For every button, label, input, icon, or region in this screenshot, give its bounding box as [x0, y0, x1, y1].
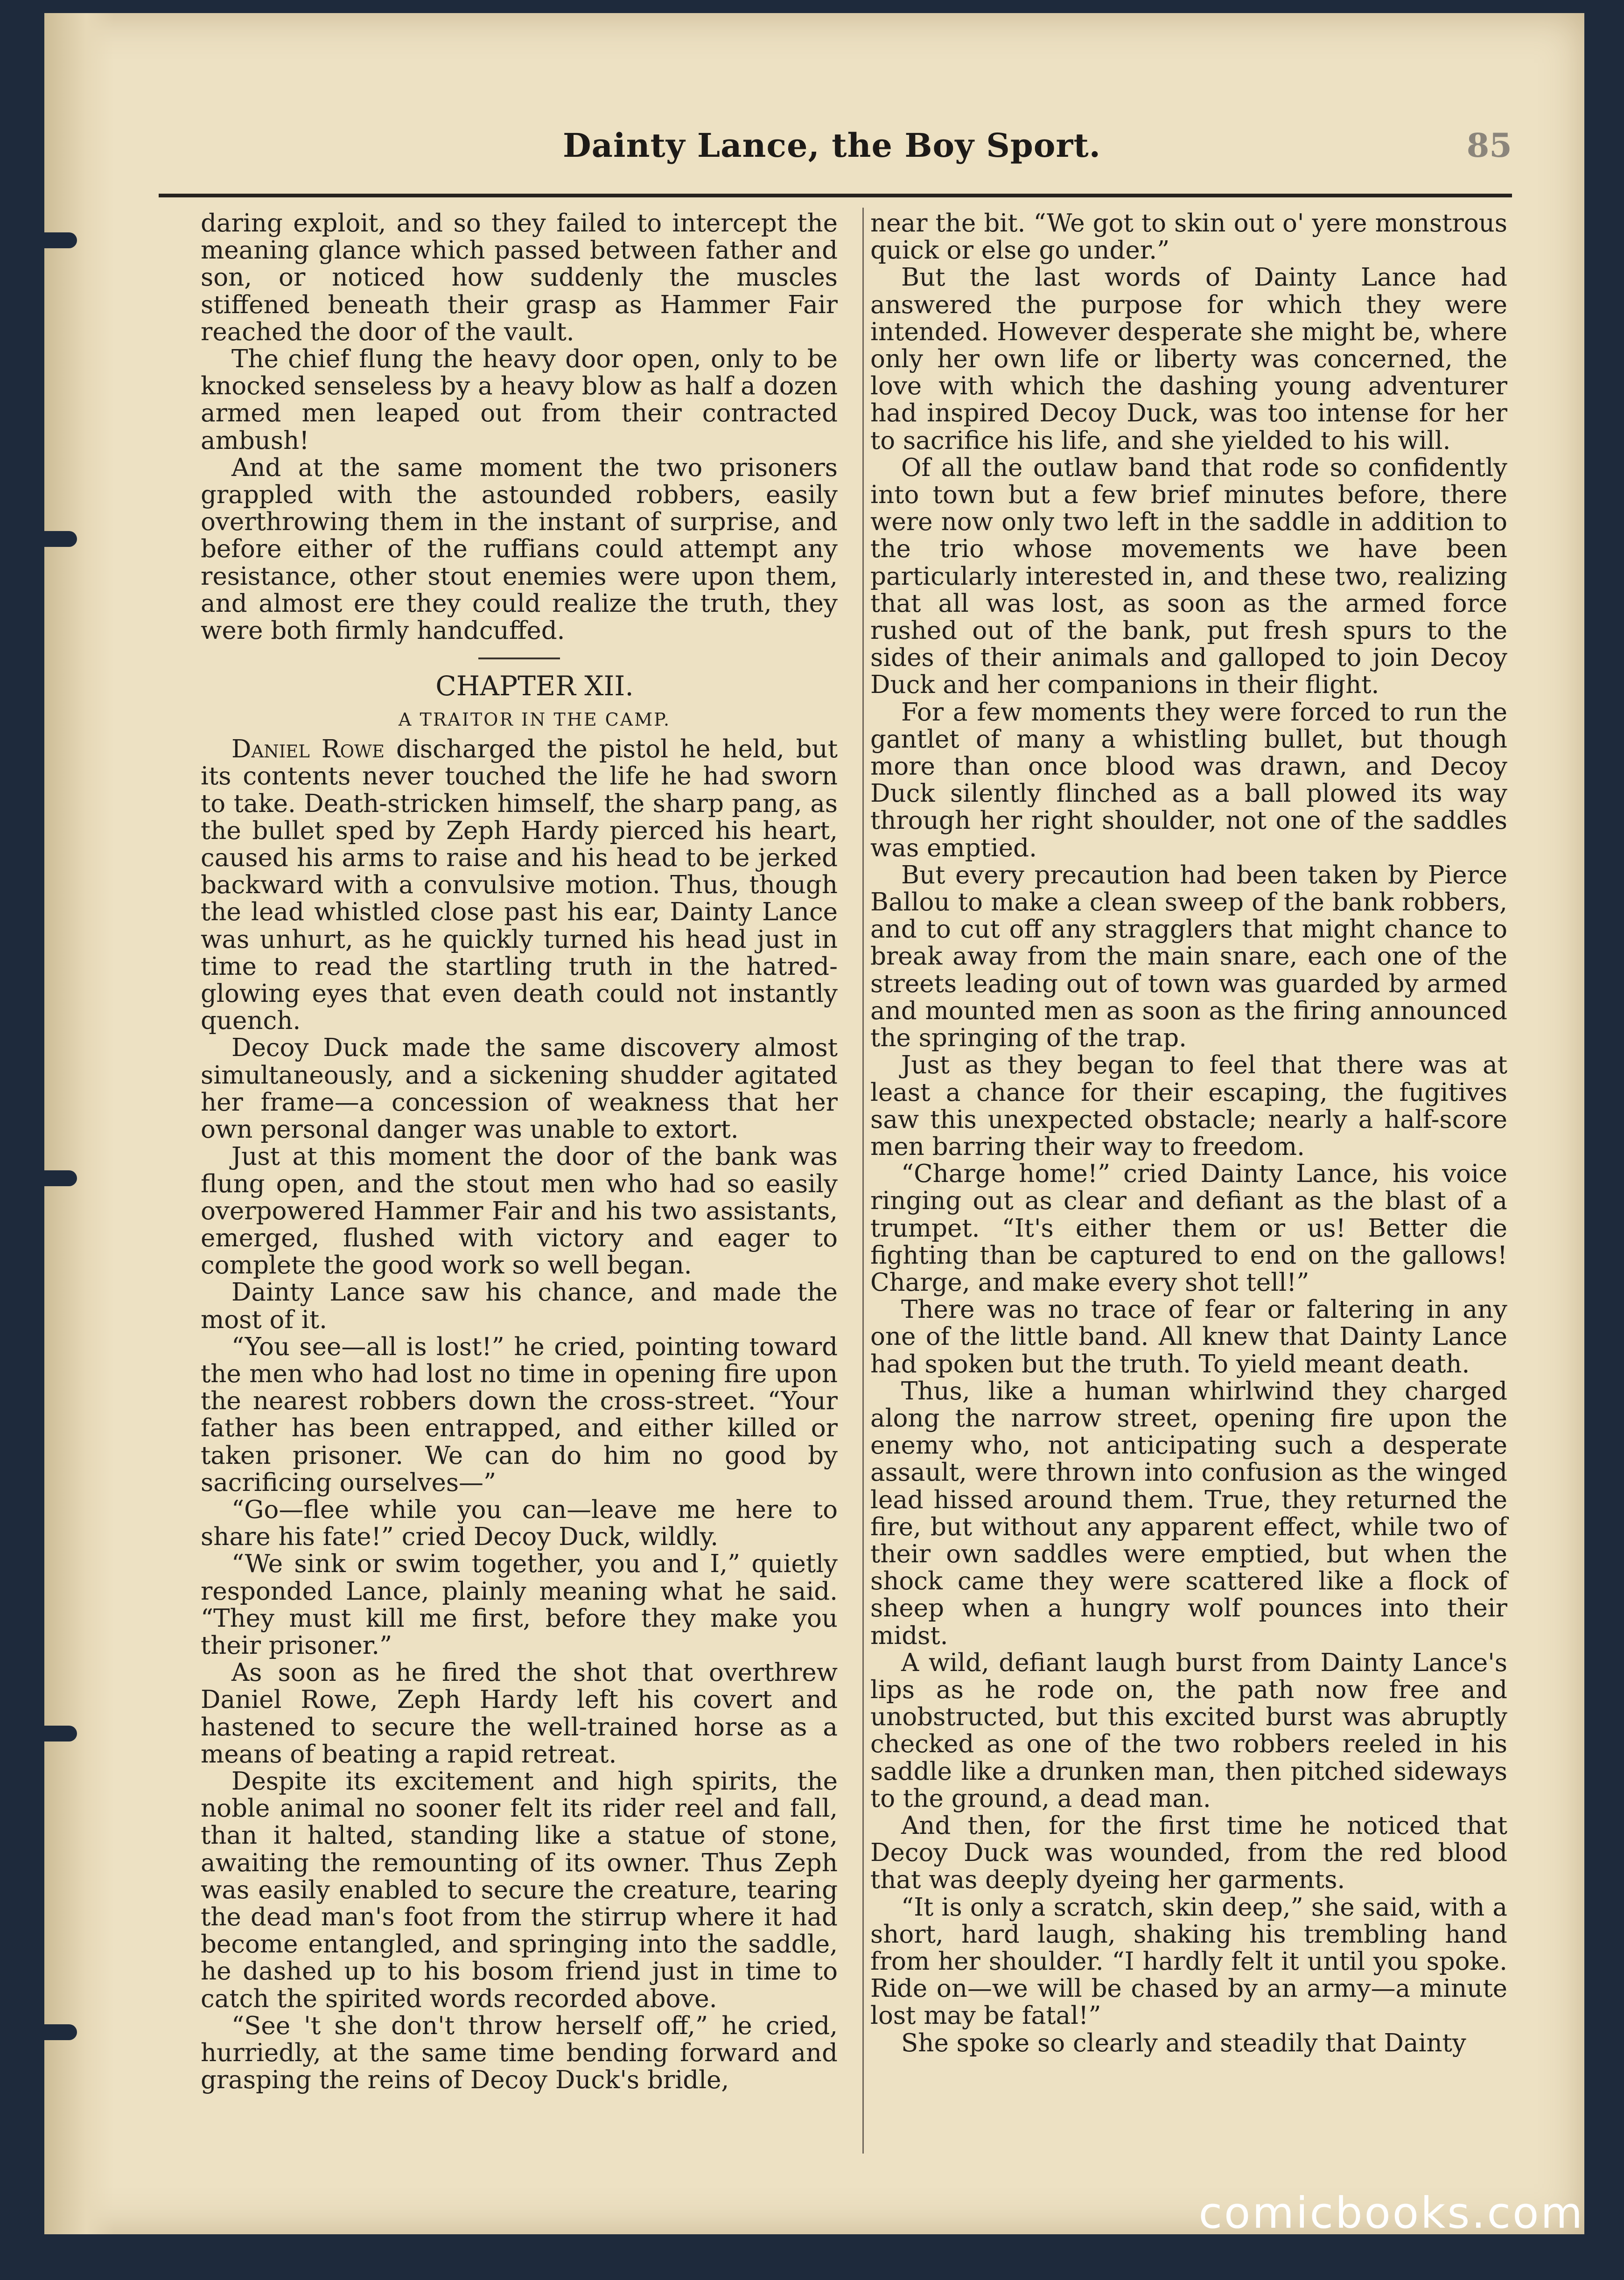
binding-stitch	[44, 2024, 77, 2040]
binding-fold	[44, 13, 114, 2234]
paragraph: But the last words of Dainty Lance had answered the purpose for which they were intended. However desperate she might be, where only her own life or liberty was concerned, the love with which the dashing young adventurer had inspired Decoy Duck, was too intense for her to sacrifice his life, and she yielded to his will.	[870, 263, 1507, 455]
paragraph: The chief flung the heavy door open, only to be knocked senseless by a heavy blow as half a dozen armed men leaped out from their contracted ambush!	[201, 345, 838, 455]
paragraph: For a few moments they were forced to run the gantlet of many a whistling bullet, but though more than once blood was drawn, and Decoy Duck silently flinched as a ball plowed its way through her right shoulder, not one of the saddles was emptied.	[870, 698, 1507, 862]
page-header	[152, 126, 1512, 182]
paragraph: Just as they began to feel that there was at least a chance for their escaping, the fugitives saw this unexpected obstacle; nearly a half-score men barring their way to freedom.	[870, 1051, 1507, 1161]
paragraph: near the bit. “We got to skin out o' yere monstrous quick or else go under.”	[870, 209, 1507, 265]
paragraph: Thus, like a human whirlwind they charged along the narrow street, opening fire upon the enemy who, not anticipating such a desperate assault, were thrown into confusion as the winged lead hissed around them. True, they returned the fire, but without any apparent effect, while two of their own saddles were emptied, but when the shock came they were scattered like a flock of sheep when a hungry wolf pounces into their midst.	[870, 1377, 1507, 1650]
chapter-title: CHAPTER XII.	[435, 670, 634, 702]
paragraph-lead: Daniel Rowe	[231, 735, 385, 764]
paragraph: Decoy Duck made the same discovery almost simultaneously, and a sickening shudder agitated her frame—a concession of weakness that her own personal danger was unable to extort.	[201, 1034, 838, 1144]
binding-stitch	[44, 232, 77, 248]
page-number: 85	[1466, 126, 1512, 165]
paragraph: A wild, defiant laugh burst from Dainty Lance's lips as he rode on, the path now free and unobstructed, but this excited burst was abruptly checked as one of the two robbers reeled in his saddle like a drunken man, then pitched sideways to the ground, a dead man.	[870, 1648, 1507, 1813]
paragraph: There was no trace of fear or faltering in any one of the little band. All knew that Dainty Lance had spoken but the truth. To yield meant death.	[870, 1295, 1507, 1378]
paragraph: Of all the outlaw band that rode so confidently into town but a few brief minutes before, there were now only two left in the saddle in addition to the trio whose movements we have been particularly interested in, and these two, realizing that all was lost, as soon as the armed force rushed out of the bank, put fresh spurs to the sides of their animals and galloped to join Decoy Duck and her companions in their flight.	[870, 453, 1507, 699]
paragraph: And at the same moment the two prisoners grappled with the astounded robbers, easily overthrowing them in the instant of surprise, and before either of the ruffians could attempt any resistance, other stout enemies were upon them, and almost ere they could realize the truth, they were both firmly handcuffed.	[201, 453, 838, 645]
paragraph: “Go—flee while you can—leave me here to share his fate!” cried Decoy Duck, wildly.	[201, 1495, 838, 1552]
left-column	[201, 210, 838, 2094]
paragraph: “We sink or swim together, you and I,” quietly responded Lance, plainly meaning what he said. “They must kill me first, before they make you their prisoner.”	[201, 1550, 838, 1660]
paragraph: “It is only a scratch, skin deep,” she said, with a short, hard laugh, shaking his trembling hand from her shoulder. “I hardly felt it until you spoke. Ride on—we will be chased by an army—a minute lost may be fatal!”	[870, 1893, 1507, 2030]
column-divider	[862, 208, 864, 2154]
right-column	[870, 210, 1507, 2057]
paragraph: “See 't she don't throw herself off,” he cried, hurriedly, at the same time bending forward and grasping the reins of Decoy Duck's bridle,	[201, 2011, 838, 2095]
binding-stitch	[44, 531, 77, 547]
binding-stitch	[44, 1726, 77, 1741]
paragraph: She spoke so clearly and steadily that Dainty	[901, 2028, 1466, 2057]
paragraph: “Charge home!” cried Dainty Lance, his voice ringing out as clear and defiant as the blast of a trumpet. “It's either them or us! Better die fighting than be captured to end on the gallows! Charge, and make every shot tell!”	[870, 1160, 1507, 1297]
paragraph-text: discharged the pistol he held, but its contents never touched the life he had sworn to take. Death-stricken himself, the sharp pang, as the bullet sped by Zeph Hardy pierced his heart, caused his arms to raise and his head to be jerked backward with a convulsive motion. Thus, though the lead whistled close past his ear, Dainty Lance was unhurt, as he quickly turned his head just in time to read the startling truth in the hatred-glowing eyes that even death could not instantly quench.	[201, 735, 838, 1035]
paragraph	[201, 736, 838, 1035]
paragraph: And then, for the first time he noticed that Decoy Duck was wounded, from the red blood that was deeply dyeing her garments.	[870, 1811, 1507, 1895]
binding-stitch	[44, 1170, 77, 1186]
chapter-subtitle: A TRAITOR IN THE CAMP.	[398, 709, 671, 730]
chapter-divider	[478, 657, 560, 659]
paragraph: daring exploit, and so they failed to intercept the meaning glance which passed between father and son, or noticed how suddenly the muscles stiffened beneath their grasp as Hammer Fair reached the door of the vault.	[201, 209, 838, 346]
paragraph: “You see—all is lost!” he cried, pointing toward the men who had lost no time in opening fire upon the nearest robbers down the cross-street. “Your father has been entrapped, and either killed or taken prisoner. We can do him no good by sacrificing ourselves—”	[201, 1332, 838, 1497]
paragraph: Dainty Lance saw his chance, and made the most of it.	[201, 1278, 838, 1334]
header-rule	[159, 194, 1512, 197]
paragraph: But every precaution had been taken by Pierce Ballou to make a clean sweep of the bank robbers, and to cut off any stragglers that might chance to break away from the main snare, each one of the streets leading out of town was guarded by armed and mounted men as soon as the firing announced the springing of the trap.	[870, 860, 1507, 1053]
watermark: comicbooks.com	[1198, 2188, 1584, 2238]
paragraph: As soon as he fired the shot that overthrew Daniel Rowe, Zeph Hardy left his covert and hastened to secure the well-trained horse as a means of beating a rapid retreat.	[201, 1658, 838, 1769]
running-title: Dainty Lance, the Boy Sport.	[562, 126, 1101, 165]
paragraph: Despite its excitement and high spirits, the noble animal no sooner felt its rider reel and fall, than it halted, standing like a statue of stone, awaiting the remounting of its owner. Thus Zeph was easily enabled to secure the creature, tearing the dead man's foot from the stirrup where it had become entangled, and springing into the saddle, he dashed up to his bosom friend just in time to catch the spirited words recorded above.	[201, 1767, 838, 2013]
paragraph: Just at this moment the door of the bank was flung open, and the stout men who had so easily overpowered Hammer Fair and his two assistants, emerged, flushed with victory and eager to complete the good work so well began.	[201, 1142, 838, 1280]
